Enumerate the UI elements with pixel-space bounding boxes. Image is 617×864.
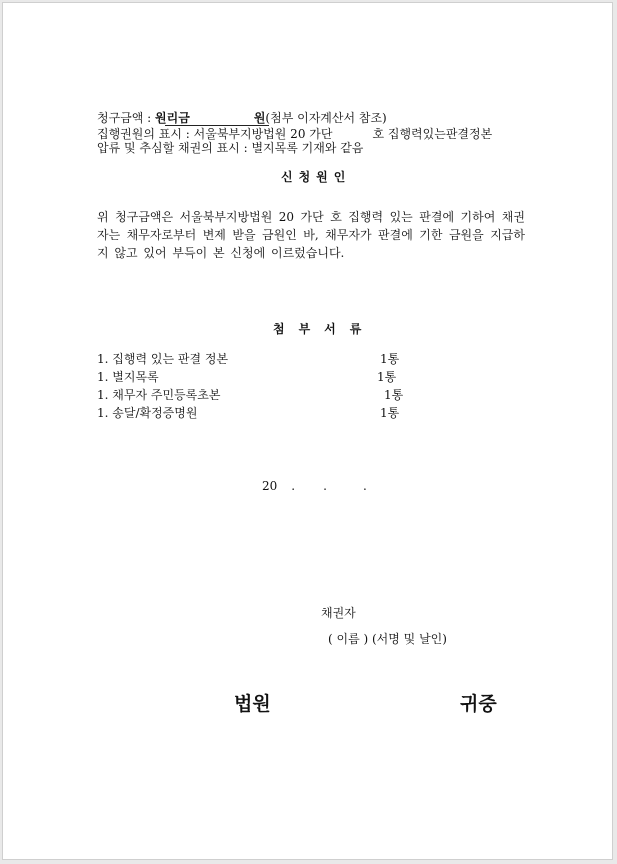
- attachment-item: [97, 350, 417, 368]
- reason-heading: 신청원인: [281, 170, 352, 184]
- attachments-heading: 첨부서류: [273, 322, 376, 336]
- date-sep-2: .: [323, 479, 327, 493]
- date-sep-3: .: [362, 479, 367, 493]
- attachment-label: 1. 별지목록: [97, 370, 159, 384]
- claim-amount-line: [97, 111, 387, 125]
- claim-amount-underline: [165, 125, 269, 126]
- attachment-qty: 1통: [384, 388, 404, 402]
- court-name: 법원: [234, 693, 271, 715]
- reason-paragraph: 위 청구금액은 서울북부지방법원 20 가단 호 집행력 있는 판결에 기하여 채권자는 채무자로부터 변제 받을 금원인 바, 채무자가 판결에 기한 금원을 지급하지 않고 있어 부득이 본 신청에 이르렀습니다.: [97, 210, 525, 260]
- attachment-qty: 1통: [380, 406, 400, 420]
- attachment-item: [97, 386, 417, 404]
- claim-prefix: 청구금액 :: [97, 111, 156, 125]
- creditor-name-line: ( 이름 ) (서명 및 날인): [328, 632, 447, 646]
- creditor-label: 채권자: [321, 606, 356, 620]
- enforcement-title-suffix: 호 집행력있는판결정본: [372, 127, 493, 141]
- addressee: 귀중: [460, 693, 497, 715]
- attachment-item: [97, 368, 417, 386]
- document-page: [2, 2, 613, 860]
- claim-suffix: (첨부 이자계산서 참조): [265, 111, 387, 125]
- claim-unit: 원: [253, 111, 266, 125]
- attachment-label: 1. 송달/확정증명원: [97, 406, 198, 420]
- enforcement-title-line: [97, 127, 492, 141]
- attachment-label: 1. 집행력 있는 판결 정본: [97, 352, 229, 366]
- attachment-qty: 1통: [380, 352, 400, 366]
- attachment-item: [97, 404, 417, 422]
- claim-amount-label: 원리금: [155, 111, 190, 125]
- attachment-qty: 1통: [377, 370, 397, 384]
- seizure-claim-line: 압류 및 추심할 채권의 표시 : 별지목록 기재와 같음: [97, 141, 364, 155]
- application-date: [262, 479, 367, 493]
- attachment-label: 1. 채무자 주민등록초본: [97, 388, 221, 402]
- date-year-prefix: 20: [262, 479, 278, 493]
- attachments-list: [97, 350, 417, 422]
- enforcement-title-prefix: 집행권원의 표시 : 서울북부지방법원 20 가단: [97, 127, 333, 141]
- date-sep-1: .: [291, 479, 296, 493]
